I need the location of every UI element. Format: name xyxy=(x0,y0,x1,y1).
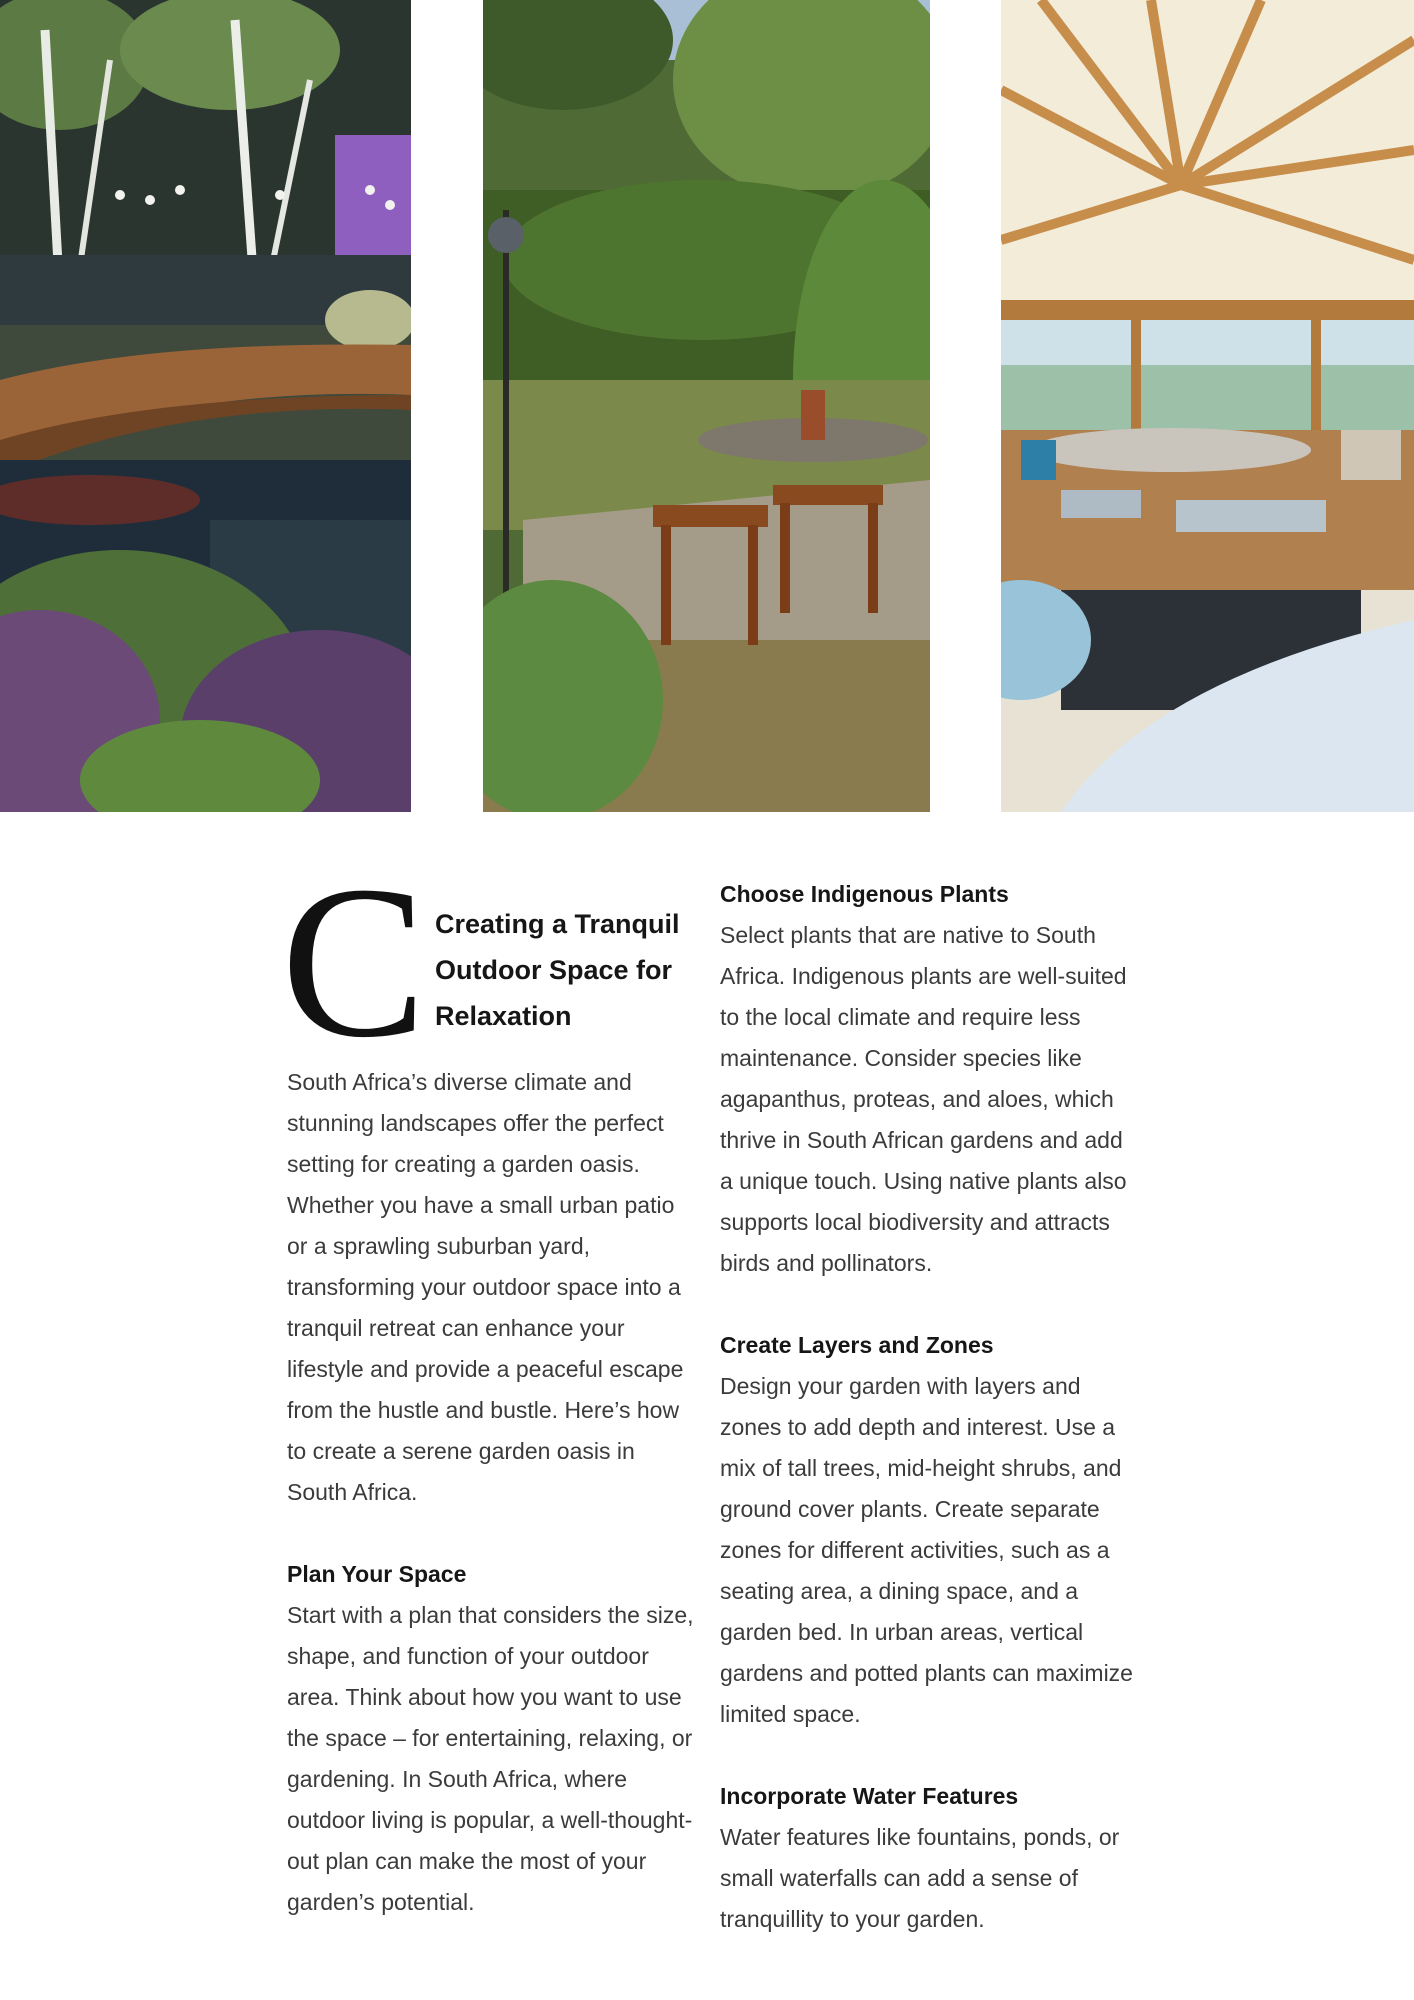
section-title-indigenous-plants: Choose Indigenous Plants xyxy=(720,881,1009,907)
section-body-plan-your-space: Start with a plan that considers the size, shape, and function of your outdoor area. Think about how you want to use the space – for entertaining, relaxing, or gardening. In South Africa, where outdoor living is popular, a well-thought-out plan can make the most of your garden’s potential. xyxy=(287,1602,694,1915)
section-title-water-features: Incorporate Water Features xyxy=(720,1783,1019,1809)
article-header xyxy=(281,842,697,1083)
gazebo-interior-image xyxy=(1001,0,1414,812)
section-title-layers-zones: Create Layers and Zones xyxy=(720,1332,994,1358)
left-column xyxy=(281,842,697,1923)
intro-paragraph: South Africa’s diverse climate and stunning landscapes offer the perfect setting for creating a garden oasis. Whether you have a small urban patio or a sprawling suburban yard, transforming your outdoor space into a tranquil retreat can enhance your lifestyle and provide a peaceful escape from the hustle and bustle. Here’s how to create a serene garden oasis in South Africa. xyxy=(287,1069,684,1505)
garden-table-stools-image xyxy=(483,0,930,812)
right-column xyxy=(720,866,1140,1940)
section-body-indigenous-plants: Select plants that are native to South Africa. Indigenous plants are well-suited to the local climate and require less maintenance. Consider species like agapanthus, proteas, and aloes, which thrive in South African gardens and add a unique touch. Using native plants also supports local biodiversity and attracts birds and pollinators. xyxy=(720,922,1127,1276)
article-headline: Creating a Tranquil Outdoor Space for Relaxation xyxy=(435,909,680,1031)
spacer xyxy=(720,1284,1140,1325)
section-body-water-features: Water features like fountains, ponds, or small waterfalls can add a sense of tranquillity to your garden. xyxy=(720,1824,1120,1932)
garden-pond-deck-image xyxy=(0,0,411,812)
section-title-plan-your-space: Plan Your Space xyxy=(287,1561,467,1587)
section-body-layers-zones: Design your garden with layers and zones to add depth and interest. Use a mix of tall trees, mid-height shrubs, and ground cover plants. Create separate zones for different activities, such as a seating area, a dining space, and a garden bed. In urban areas, vertical gardens and potted plants can maximize limited space. xyxy=(720,1373,1133,1727)
spacer xyxy=(720,1735,1140,1776)
spacer xyxy=(287,1513,697,1554)
drop-cap: C xyxy=(281,842,427,1083)
